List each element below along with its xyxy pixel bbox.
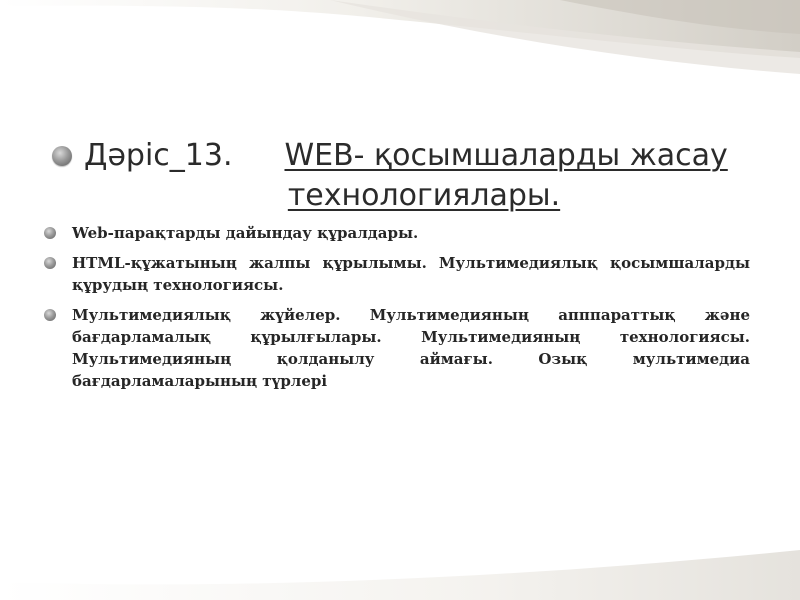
title-line-1	[84, 136, 744, 176]
bullet-text-2: HTML-құжатының жалпы құрылымы. Мультимедиялық қосымшаларды құрудың технологиясы.	[72, 254, 750, 294]
bullet-item-1	[44, 222, 750, 244]
bullet-icon	[44, 309, 56, 321]
title-line-2	[84, 176, 744, 216]
top-decorative-wave	[0, 0, 800, 130]
slide-title	[84, 136, 744, 216]
title-topic: WEB- қосымшаларды жасау	[284, 138, 728, 173]
bottom-decorative-wave	[0, 520, 800, 600]
title-topic-continued: технологиялары.	[287, 178, 561, 213]
title-bullet-icon	[52, 146, 72, 166]
bullet-item-2	[44, 252, 750, 296]
bullet-icon	[44, 257, 56, 269]
bullet-text-3: Мультимедиялық жүйелер. Мультимедияның апппараттық және бағдарламалық құрылғылары. Мультимедияның технологиясы. Мультимедияның қолданылу аймағы. Озық мультимедиа бағдарламаларының түрлері	[72, 306, 750, 390]
bullet-icon	[44, 227, 56, 239]
bullet-text-1: Web-парақтарды дайындау құралдары.	[72, 224, 419, 242]
bullet-item-3	[44, 304, 750, 392]
bullet-list	[44, 222, 750, 400]
lecture-number: Дәріс_13.	[84, 138, 233, 173]
